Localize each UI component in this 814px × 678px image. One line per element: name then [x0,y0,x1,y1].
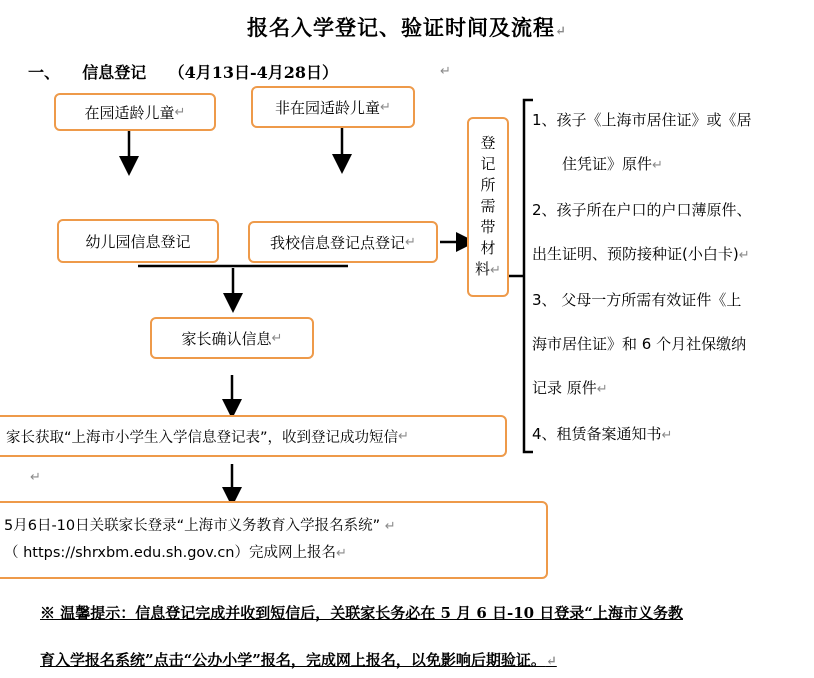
paragraph-mark: ↵ [738,248,750,263]
paragraph-mark: ↵ [384,519,396,534]
materials-item-text: 出生证明、预防接种证(小白卡) [532,245,739,263]
box-get-form [0,415,507,457]
materials-item [532,322,812,366]
box-school-register [248,221,438,263]
materials-item [532,188,812,232]
online-line-2 [4,540,347,567]
page-title [0,12,814,42]
notice-line-1 [40,602,683,623]
online-line-2-text: （ https://shrxbm.edu.sh.gov.cn）完成网上报名 [4,545,336,561]
box-school-register-text: 我校信息登记点登记 [270,233,406,252]
box-not-in-kindergarten [251,86,415,128]
materials-label-char: 记 [480,155,496,173]
paragraph-mark: ↵ [661,428,673,443]
materials-item-text: 住凭证》原件 [532,155,653,173]
materials-item-text: 2、孩子所在户口的户口薄原件、 [532,201,752,219]
online-line-1 [4,513,396,540]
notice-line-2 [40,649,557,670]
paragraph-mark: ↵ [174,104,186,120]
paragraph-mark: ↵ [490,263,501,278]
materials-label-char: 登 [480,134,496,152]
paragraph-mark: ↵ [545,654,557,669]
page-title-text: 报名入学登记、验证时间及流程 [247,15,556,40]
box-kindergarten-register-text: 幼儿园信息登记 [85,232,191,251]
materials-item-text: 记录 原件 [532,379,597,397]
paragraph-mark: ↵ [380,99,391,115]
online-line-1-text: 5月6日-10日关联家长登录“上海市义务教育入学报名系统” [4,518,381,534]
paragraph-mark: ↵ [398,428,409,444]
materials-item [532,366,812,412]
notice-line-1-text: ※ 温馨提示：信息登记完成并收到短信后，关联家长务必在 5 月 6 日-10 日登录“上海市义务教 [40,604,683,622]
materials-item [532,232,812,278]
materials-list [532,98,812,458]
box-online-registration [0,501,548,579]
box-not-in-kindergarten-text: 非在园适龄儿童 [275,98,381,117]
materials-label-char: 带 [480,218,496,236]
paragraph-mark: ↵ [596,382,608,397]
materials-label-char: 材 [480,239,496,257]
materials-item [532,412,812,458]
materials-item-text: 1、孩子《上海市居住证》或《居 [532,111,752,129]
materials-item [532,278,812,322]
paragraph-mark: ↵ [405,234,416,250]
materials-label-char: 料 [475,260,491,278]
box-kindergarten-register [57,219,219,263]
section-label: 信息登记 [82,63,147,82]
materials-label-box [467,117,509,297]
section-heading [28,60,338,83]
box-parent-confirm-text: 家长确认信息 [181,329,272,348]
materials-label-char: 所 [480,176,496,194]
section-dates: （4月13日-4月28日） [168,63,339,82]
paragraph-mark: ↵ [271,330,283,346]
materials-item-text: 海市居住证》和 6 个月社保缴纳 [532,335,747,353]
section-number: 一、 [28,63,61,82]
notice-line-2-text: 育入学报名系统”点击“公办小学”报名，完成网上报名，以免影响后期验证。 [40,651,546,669]
materials-item-text: 4、租赁备案通知书 [532,425,662,443]
box-in-kindergarten [54,93,216,131]
materials-item [532,98,812,142]
box-in-kindergarten-text: 在园适龄儿童 [84,103,175,122]
box-get-form-text: 家长获取“上海市小学生入学信息登记表”，收到登记成功短信 [6,429,399,446]
materials-item [532,142,812,188]
paragraph-mark: ↵ [336,546,347,561]
materials-item-text: 3、 父母一方所需有效证件《上 [532,291,742,309]
materials-label-char: 需 [480,197,496,215]
paragraph-mark: ↵ [440,64,451,79]
box-parent-confirm [150,317,314,359]
paragraph-mark: ↵ [652,158,663,173]
paragraph-mark: ↵ [30,470,41,485]
paragraph-mark: ↵ [555,24,567,39]
materials-label-char-last [475,259,501,281]
